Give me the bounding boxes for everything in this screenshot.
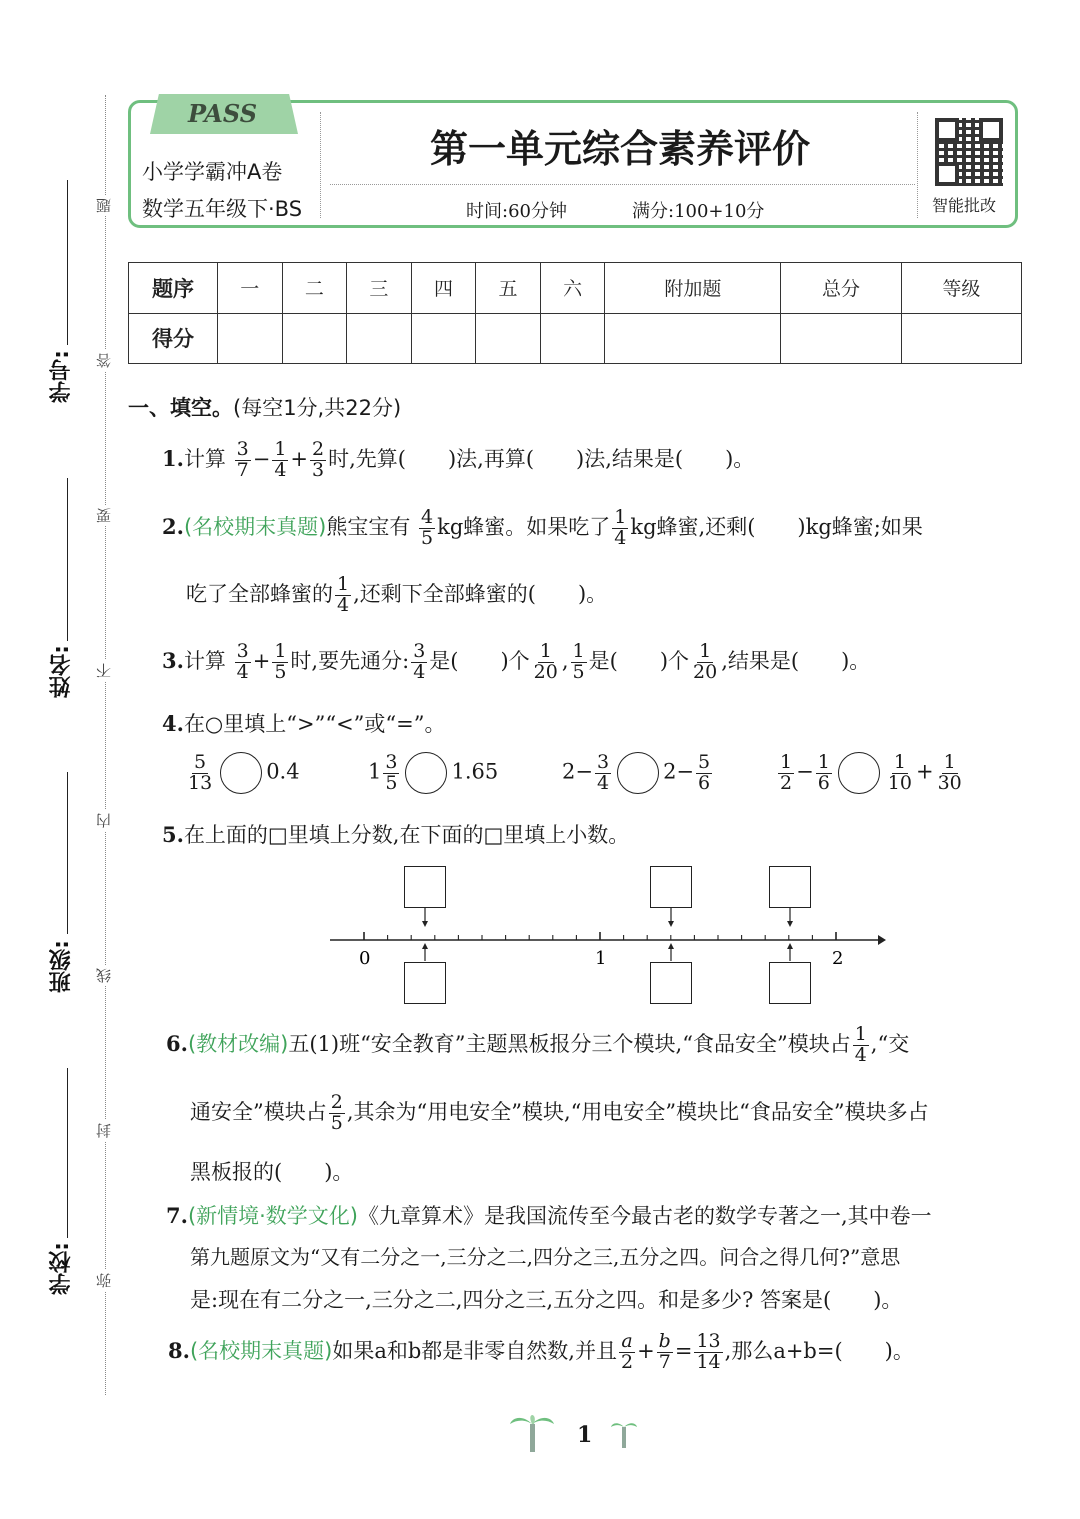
- question-7-line3: [190, 1290, 902, 1311]
- operator: −: [252, 446, 271, 471]
- q-text: 吃了全部蜂蜜的: [186, 581, 333, 606]
- q-text: 2−: [562, 759, 593, 784]
- fraction: [691, 642, 719, 683]
- q-text: 0.4: [266, 759, 300, 784]
- denominator: 4: [236, 660, 249, 683]
- seal-char: 内: [93, 810, 114, 831]
- question-6-line3: [190, 1162, 353, 1183]
- compare-circle[interactable]: [617, 752, 659, 794]
- fraction-answer-box[interactable]: [769, 866, 811, 908]
- fraction: [816, 750, 832, 794]
- denominator: 6: [698, 771, 711, 794]
- fraction: [335, 575, 351, 616]
- fraction: [272, 642, 288, 683]
- denominator: 5: [274, 660, 287, 683]
- question-2-line2: [186, 575, 607, 616]
- denominator: 20: [693, 660, 718, 683]
- palm-tree-icon: [508, 1410, 556, 1452]
- numerator: 3: [236, 438, 249, 460]
- binding-dotted-line: [105, 95, 106, 1395]
- score-input-cell[interactable]: [218, 313, 283, 364]
- student-no-line: [67, 180, 68, 345]
- compare-circle[interactable]: [220, 752, 262, 794]
- numerator: 1: [614, 506, 627, 528]
- numerator: 1: [817, 750, 830, 773]
- numerator: 2: [330, 1091, 343, 1113]
- denominator: 2: [620, 1350, 634, 1373]
- seal-char: 题: [93, 195, 114, 216]
- q-text[interactable]: ,还剩下全部蜂蜜的( )。: [353, 581, 608, 606]
- q-text: 熊宝宝有: [326, 514, 411, 539]
- source-tag: (名校期末真题): [189, 1338, 333, 1363]
- q-text: 计算: [183, 446, 226, 471]
- seal-char: 不: [93, 660, 114, 681]
- source-tag: (名校期末真题): [183, 514, 327, 539]
- denominator: 4: [596, 771, 610, 794]
- numerator: 1: [274, 438, 287, 460]
- tick-label: 2: [832, 948, 844, 969]
- decimal-answer-box[interactable]: [769, 962, 811, 1004]
- q-text: 如果a和b都是非零自然数,并且: [332, 1338, 617, 1363]
- header-divider: [917, 112, 918, 218]
- arrow-down-icon: [422, 921, 428, 927]
- numerator: 1: [337, 573, 350, 595]
- q-text: 第九题原文为“又有二分之一,三分之二,四分之三,五分之四。问合之得几何?”意思: [190, 1245, 901, 1269]
- numerator: 2: [312, 438, 325, 460]
- denominator: 7: [236, 458, 249, 481]
- seal-char: 线: [93, 965, 114, 986]
- denominator: 4: [413, 660, 426, 683]
- seal-char: 弥: [93, 1270, 114, 1291]
- name-line: [67, 478, 68, 641]
- fraction: [595, 750, 611, 794]
- numerator: b: [658, 1330, 671, 1352]
- score-input-cell[interactable]: [781, 313, 901, 364]
- section-note: (每空1分,共22分): [233, 396, 402, 420]
- operator: =: [674, 1338, 693, 1363]
- numerator: 1: [943, 750, 956, 773]
- q-text[interactable]: 是:现在有二分之一,三分之二,四分之三,五分之四。和是多少? 答案是( )。: [190, 1288, 903, 1312]
- denominator: 4: [854, 1043, 867, 1066]
- question-7: [166, 1205, 932, 1227]
- operator: +: [290, 446, 309, 471]
- question-number: 7.: [166, 1203, 188, 1228]
- q-text[interactable]: ,那么a+b=( )。: [724, 1338, 914, 1363]
- class-label: 班级:: [49, 940, 74, 993]
- arrow-down-icon: [668, 921, 674, 927]
- arrow-up-icon: [668, 943, 674, 949]
- fraction: [853, 1025, 869, 1066]
- number-line-ticks: [364, 932, 836, 940]
- question-number: 1.: [162, 445, 184, 471]
- question-2: [162, 508, 923, 549]
- denominator: 7: [658, 1350, 671, 1373]
- numerator: a: [621, 1330, 633, 1352]
- compare-circle[interactable]: [405, 752, 447, 794]
- table-cell: 总分: [781, 263, 901, 314]
- denominator: 5: [572, 660, 585, 683]
- q-text: ,其余为“用电安全”模块,“用电安全”模块比“食品安全”模块多占: [346, 1099, 929, 1124]
- qr-code-icon[interactable]: [935, 118, 1003, 186]
- score-table: [128, 262, 1022, 364]
- fraction: [411, 642, 427, 683]
- question-5: [162, 824, 629, 846]
- question-number: 6.: [166, 1030, 188, 1056]
- tick-label: 0: [359, 948, 371, 969]
- question-number: 5.: [162, 822, 184, 847]
- operator: −: [796, 759, 814, 784]
- fraction: [657, 1332, 673, 1373]
- denominator: 5: [421, 526, 434, 549]
- question-number: 3.: [162, 647, 184, 673]
- table-cell: 六: [540, 263, 605, 314]
- arrow-down-icon: [787, 921, 793, 927]
- compare-c: [562, 752, 714, 794]
- numerator: 3: [385, 750, 398, 773]
- fraction: [532, 642, 560, 683]
- numerator: 1: [572, 640, 585, 662]
- numerator: 13: [696, 1330, 721, 1352]
- whole-number: 1: [368, 759, 382, 784]
- question-8: [168, 1332, 914, 1373]
- fraction-answer-box[interactable]: [650, 866, 692, 908]
- compare-d: [776, 752, 966, 794]
- score-input-cell[interactable]: [901, 313, 1021, 364]
- time-limit: 时间:60分钟: [466, 201, 567, 222]
- pass-logo: PASS: [188, 99, 258, 128]
- operator: +: [915, 759, 934, 784]
- class-line: [67, 772, 68, 934]
- grade-label: 数学五年级下·BS: [142, 197, 303, 221]
- fraction: [329, 1093, 345, 1134]
- q-text: 2−: [663, 759, 695, 784]
- question-number: 4.: [162, 711, 184, 736]
- tick-label: 1: [595, 948, 607, 969]
- seal-char: 答: [93, 350, 114, 371]
- table-cell: 题序: [129, 263, 218, 314]
- q-text: 时,要先通分:: [290, 648, 410, 673]
- question-number: 8.: [168, 1337, 190, 1363]
- q-text[interactable]: 黑板报的( )。: [190, 1160, 354, 1184]
- fraction: [235, 642, 251, 683]
- numerator: 1: [780, 750, 793, 773]
- q-text[interactable]: kg蜂蜜,还剩( )kg蜂蜜;如果: [630, 514, 923, 539]
- q-text: 《九章算术》是我国流传至今最古老的数学专著之一,其中卷一: [358, 1204, 932, 1228]
- fraction: [694, 1332, 722, 1373]
- table-cell: 二: [282, 263, 347, 314]
- decimal-answer-box[interactable]: [650, 962, 692, 1004]
- score-input-cell[interactable]: [605, 313, 781, 364]
- fraction: [235, 440, 251, 481]
- page-number: 1: [577, 1422, 593, 1448]
- q-text: 1.65: [451, 759, 499, 784]
- denominator: 13: [188, 771, 213, 794]
- header-divider: [320, 112, 321, 218]
- qr-caption: 智能批改: [932, 196, 997, 215]
- table-cell: 四: [411, 263, 476, 314]
- table-cell: 三: [347, 263, 412, 314]
- table-cell: 等级: [901, 263, 1021, 314]
- denominator: 20: [533, 660, 558, 683]
- denominator: 4: [274, 458, 287, 481]
- fraction: [383, 750, 399, 794]
- q-text: 计算: [183, 648, 226, 673]
- table-cell: 附加题: [605, 263, 781, 314]
- source-tag: (新情境·数学文化): [187, 1204, 358, 1228]
- denominator: 4: [614, 526, 627, 549]
- compare-b: [368, 752, 498, 794]
- series-name: 小学学霸冲A卷: [142, 160, 283, 184]
- numerator: 1: [854, 1023, 867, 1045]
- header-divider: [330, 184, 915, 185]
- question-6: [166, 1025, 909, 1066]
- table-row: [129, 313, 1022, 364]
- school-line: [67, 1068, 68, 1238]
- numerator: 3: [413, 640, 426, 662]
- fraction: [619, 1332, 635, 1373]
- fraction-answer-box[interactable]: [404, 866, 446, 908]
- numerator: 5: [194, 750, 207, 773]
- table-cell: 得分: [129, 313, 218, 364]
- numerator: 4: [421, 506, 434, 528]
- table-cell: 五: [476, 263, 541, 314]
- fraction: [936, 750, 964, 794]
- question-4: [162, 713, 445, 735]
- score-input-cell[interactable]: [540, 313, 605, 364]
- compare-a: [184, 752, 300, 794]
- denominator: 2: [780, 771, 793, 794]
- school-label: 学校:: [49, 1242, 74, 1295]
- numerator: 5: [698, 750, 711, 773]
- fraction: [696, 750, 712, 794]
- q-text: ,“交: [870, 1031, 910, 1056]
- compare-circle[interactable]: [838, 752, 880, 794]
- q-text: kg蜂蜜。如果吃了: [437, 514, 611, 539]
- question-3: [162, 642, 870, 683]
- denominator: 14: [696, 1350, 721, 1373]
- operator: +: [252, 648, 271, 673]
- source-tag: (教材改编): [187, 1031, 289, 1056]
- fraction: [310, 440, 326, 481]
- q-text: 在○里填上“>”“<”或“=”。: [183, 712, 446, 736]
- score-input-cell[interactable]: [476, 313, 541, 364]
- arrow-up-icon: [787, 943, 793, 949]
- fraction: [886, 750, 914, 794]
- fraction: [571, 642, 587, 683]
- fraction: [419, 508, 435, 549]
- palm-tree-icon: [610, 1418, 638, 1448]
- numerator: 1: [539, 640, 552, 662]
- seal-char: 要: [93, 505, 114, 526]
- numerator: 1: [893, 750, 906, 773]
- numerator: 3: [596, 750, 610, 773]
- denominator: 4: [337, 593, 350, 616]
- decimal-answer-box[interactable]: [404, 962, 446, 1004]
- denominator: 5: [330, 1111, 343, 1134]
- score-input-cell[interactable]: [411, 313, 476, 364]
- q-text[interactable]: 是( )个: [588, 648, 690, 673]
- student-no-label: 学号:: [49, 350, 74, 403]
- fraction: [612, 508, 628, 549]
- table-row: [129, 263, 1022, 314]
- fraction: [778, 750, 794, 794]
- full-score: 满分:100+10分: [632, 201, 765, 222]
- punctuation: ,: [561, 648, 569, 673]
- score-input-cell[interactable]: [347, 313, 412, 364]
- denominator: 6: [817, 771, 830, 794]
- score-input-cell[interactable]: [282, 313, 347, 364]
- numerator: 1: [274, 640, 287, 662]
- denominator: 5: [385, 771, 398, 794]
- section-title: [128, 398, 401, 419]
- fraction: [272, 440, 288, 481]
- q-text[interactable]: 时,先算( )法,再算( )法,结果是( )。: [328, 446, 755, 471]
- q-text: 在上面的□里填上分数,在下面的□里填上小数。: [183, 823, 630, 847]
- denominator: 30: [937, 771, 962, 794]
- seal-char: 封: [93, 1120, 114, 1141]
- numerator: 1: [699, 640, 712, 662]
- question-number: 2.: [162, 513, 184, 539]
- denominator: 3: [312, 458, 325, 481]
- fraction: [186, 750, 214, 794]
- q-text[interactable]: 是( )个: [429, 648, 530, 673]
- denominator: 10: [887, 771, 912, 794]
- arrow-up-icon: [422, 943, 428, 949]
- table-cell: 一: [218, 263, 283, 314]
- numerator: 3: [236, 640, 249, 662]
- question-1: [162, 440, 754, 481]
- arrow-icon: [878, 935, 886, 945]
- q-text: 通安全”模块占: [190, 1099, 327, 1124]
- question-6-line2: [190, 1093, 929, 1134]
- name-label: 姓名:: [49, 645, 74, 698]
- question-7-line2: [190, 1247, 900, 1267]
- q-text: 五(1)班“安全教育”主题黑板报分三个模块,“食品安全”模块占: [288, 1031, 851, 1056]
- section-heading: 一、填空。: [128, 396, 233, 420]
- operator: +: [637, 1338, 655, 1363]
- q-text[interactable]: ,结果是( )。: [721, 648, 871, 673]
- page-title: 第一单元综合素养评价: [429, 127, 810, 171]
